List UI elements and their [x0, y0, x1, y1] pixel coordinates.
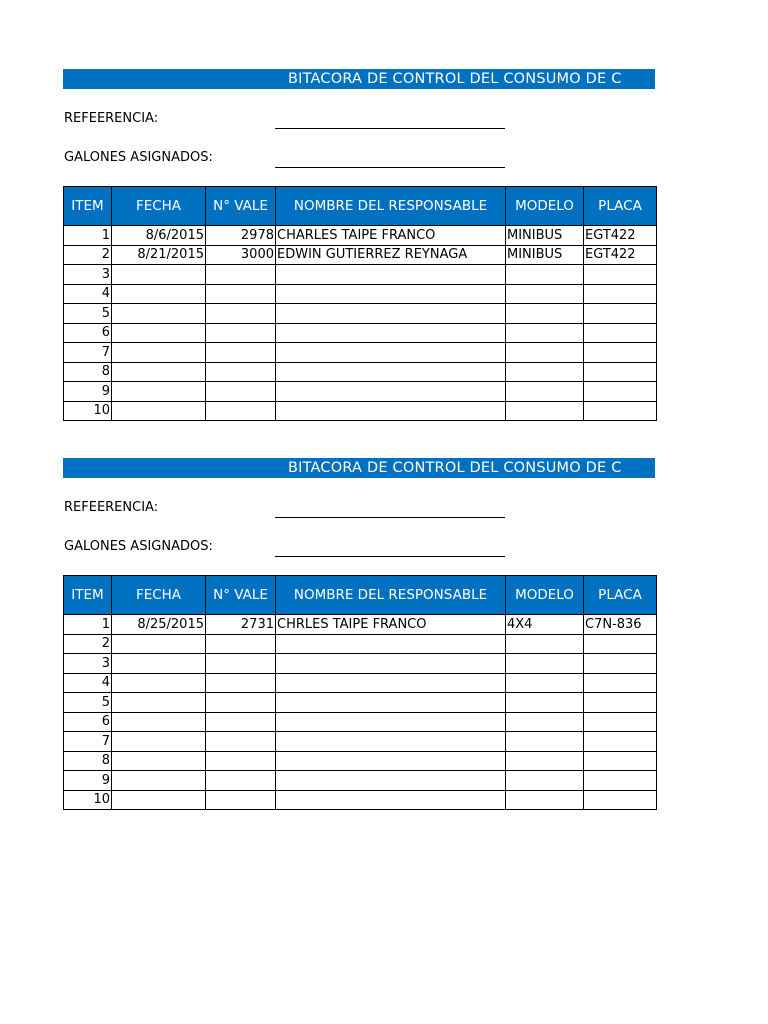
table-row: [64, 401, 657, 421]
table-row: [64, 343, 657, 363]
table-row: [64, 751, 657, 771]
cell-nombre[interactable]: [276, 304, 506, 324]
cell-vale[interactable]: 2978: [206, 226, 276, 246]
cell-nombre[interactable]: [276, 771, 506, 791]
cell-modelo[interactable]: [506, 323, 584, 343]
cell-item[interactable]: 10: [64, 401, 112, 421]
galones-field[interactable]: [275, 556, 505, 557]
table-row: [64, 304, 657, 324]
cell-modelo[interactable]: [506, 634, 584, 654]
cell-modelo[interactable]: [506, 732, 584, 752]
cell-fecha[interactable]: [112, 751, 206, 771]
cell-placa[interactable]: [584, 304, 657, 324]
table-row: [64, 323, 657, 343]
cell-modelo[interactable]: [506, 693, 584, 713]
log-table: [63, 575, 657, 810]
table-row: [64, 284, 657, 304]
cell-fecha[interactable]: [112, 771, 206, 791]
cell-fecha[interactable]: [112, 790, 206, 810]
cell-vale[interactable]: [206, 265, 276, 285]
cell-vale[interactable]: [206, 382, 276, 402]
cell-placa[interactable]: [584, 712, 657, 732]
col-header-placa: PLACA: [584, 187, 657, 226]
section-title: BITACORA DE CONTROL DEL CONSUMO DE C: [288, 71, 622, 87]
cell-fecha[interactable]: 8/25/2015: [112, 615, 206, 635]
cell-vale[interactable]: [206, 304, 276, 324]
cell-fecha[interactable]: [112, 732, 206, 752]
cell-fecha[interactable]: [112, 634, 206, 654]
table-row: [64, 634, 657, 654]
cell-fecha[interactable]: [112, 284, 206, 304]
cell-nombre[interactable]: [276, 673, 506, 693]
cell-placa[interactable]: EGT422: [584, 245, 657, 265]
col-header-fecha: FECHA: [112, 187, 206, 226]
cell-fecha[interactable]: [112, 693, 206, 713]
cell-modelo[interactable]: [506, 382, 584, 402]
table-row: [64, 362, 657, 382]
galones-label: GALONES ASIGNADOS:: [64, 539, 213, 554]
log-section-2: [0, 458, 768, 818]
cell-modelo[interactable]: [506, 790, 584, 810]
cell-item[interactable]: 4: [64, 673, 112, 693]
cell-placa[interactable]: [584, 265, 657, 285]
cell-item[interactable]: 3: [64, 654, 112, 674]
cell-nombre[interactable]: [276, 712, 506, 732]
cell-placa[interactable]: [584, 362, 657, 382]
cell-vale[interactable]: [206, 673, 276, 693]
referencia-field[interactable]: [275, 517, 505, 518]
cell-modelo[interactable]: [506, 673, 584, 693]
cell-fecha[interactable]: [112, 382, 206, 402]
cell-fecha[interactable]: [112, 362, 206, 382]
cell-nombre[interactable]: [276, 382, 506, 402]
cell-item[interactable]: 9: [64, 771, 112, 791]
galones-label: GALONES ASIGNADOS:: [64, 150, 213, 165]
cell-placa[interactable]: [584, 732, 657, 752]
cell-item[interactable]: 6: [64, 712, 112, 732]
table-header-row: [64, 187, 657, 226]
cell-vale[interactable]: [206, 654, 276, 674]
cell-nombre[interactable]: [276, 693, 506, 713]
cell-placa[interactable]: C7N-836: [584, 615, 657, 635]
cell-modelo[interactable]: [506, 654, 584, 674]
cell-nombre[interactable]: [276, 634, 506, 654]
cell-modelo[interactable]: [506, 265, 584, 285]
col-header-nombre: NOMBRE DEL RESPONSABLE: [276, 576, 506, 615]
cell-vale[interactable]: [206, 693, 276, 713]
cell-placa[interactable]: [584, 771, 657, 791]
log-section-1: [0, 69, 768, 429]
cell-item[interactable]: 2: [64, 245, 112, 265]
cell-fecha[interactable]: [112, 673, 206, 693]
cell-vale[interactable]: 3000: [206, 245, 276, 265]
cell-vale[interactable]: 2731: [206, 615, 276, 635]
table-row: [64, 732, 657, 752]
galones-field[interactable]: [275, 167, 505, 168]
section-title-bar: [63, 458, 655, 478]
cell-placa[interactable]: [584, 284, 657, 304]
cell-item[interactable]: 5: [64, 693, 112, 713]
section-title-bar: [63, 69, 655, 89]
cell-placa[interactable]: [584, 634, 657, 654]
cell-modelo[interactable]: [506, 343, 584, 363]
cell-fecha[interactable]: [112, 343, 206, 363]
table-row: [64, 654, 657, 674]
cell-nombre[interactable]: [276, 362, 506, 382]
cell-nombre[interactable]: [276, 401, 506, 421]
cell-vale[interactable]: [206, 401, 276, 421]
cell-placa[interactable]: [584, 790, 657, 810]
cell-vale[interactable]: [206, 771, 276, 791]
cell-item[interactable]: 8: [64, 362, 112, 382]
cell-modelo[interactable]: [506, 771, 584, 791]
cell-fecha[interactable]: [112, 712, 206, 732]
cell-vale[interactable]: [206, 732, 276, 752]
cell-modelo[interactable]: [506, 284, 584, 304]
cell-fecha[interactable]: [112, 654, 206, 674]
log-table: [63, 186, 657, 421]
cell-fecha[interactable]: [112, 323, 206, 343]
table-row: [64, 245, 657, 265]
cell-fecha[interactable]: [112, 304, 206, 324]
cell-nombre[interactable]: CHRLES TAIPE FRANCO: [276, 615, 506, 635]
cell-fecha[interactable]: [112, 265, 206, 285]
cell-placa[interactable]: [584, 382, 657, 402]
cell-item[interactable]: 7: [64, 343, 112, 363]
cell-item[interactable]: 1: [64, 226, 112, 246]
cell-fecha[interactable]: 8/6/2015: [112, 226, 206, 246]
col-header-item: ITEM: [64, 187, 112, 226]
cell-fecha[interactable]: [112, 401, 206, 421]
table-row: [64, 712, 657, 732]
cell-nombre[interactable]: [276, 654, 506, 674]
cell-nombre[interactable]: [276, 751, 506, 771]
cell-item[interactable]: 3: [64, 265, 112, 285]
cell-item[interactable]: 6: [64, 323, 112, 343]
cell-item[interactable]: 7: [64, 732, 112, 752]
cell-placa[interactable]: [584, 693, 657, 713]
cell-vale[interactable]: [206, 343, 276, 363]
cell-nombre[interactable]: [276, 323, 506, 343]
cell-vale[interactable]: [206, 790, 276, 810]
cell-modelo[interactable]: MINIBUS: [506, 245, 584, 265]
cell-placa[interactable]: [584, 343, 657, 363]
cell-nombre[interactable]: [276, 732, 506, 752]
cell-modelo[interactable]: [506, 712, 584, 732]
table-row: [64, 615, 657, 635]
cell-modelo[interactable]: [506, 304, 584, 324]
table-row: [64, 265, 657, 285]
cell-nombre[interactable]: EDWIN GUTIERREZ REYNAGA: [276, 245, 506, 265]
cell-nombre[interactable]: [276, 265, 506, 285]
table-row: [64, 790, 657, 810]
col-header-placa: PLACA: [584, 576, 657, 615]
cell-placa[interactable]: [584, 751, 657, 771]
cell-placa[interactable]: EGT422: [584, 226, 657, 246]
table-row: [64, 693, 657, 713]
cell-vale[interactable]: [206, 362, 276, 382]
cell-nombre[interactable]: CHARLES TAIPE FRANCO: [276, 226, 506, 246]
cell-placa[interactable]: [584, 654, 657, 674]
col-header-item: ITEM: [64, 576, 112, 615]
cell-modelo[interactable]: [506, 751, 584, 771]
col-header-modelo: MODELO: [506, 576, 584, 615]
cell-vale[interactable]: [206, 634, 276, 654]
cell-vale[interactable]: [206, 323, 276, 343]
cell-item[interactable]: 5: [64, 304, 112, 324]
col-header-vale: N° VALE: [206, 576, 276, 615]
col-header-nombre: NOMBRE DEL RESPONSABLE: [276, 187, 506, 226]
table-row: [64, 673, 657, 693]
cell-vale[interactable]: [206, 712, 276, 732]
cell-nombre[interactable]: [276, 343, 506, 363]
col-header-vale: N° VALE: [206, 187, 276, 226]
cell-modelo[interactable]: [506, 401, 584, 421]
table-header-row: [64, 576, 657, 615]
cell-modelo[interactable]: [506, 362, 584, 382]
cell-item[interactable]: 2: [64, 634, 112, 654]
cell-vale[interactable]: [206, 284, 276, 304]
cell-item[interactable]: 10: [64, 790, 112, 810]
cell-nombre[interactable]: [276, 284, 506, 304]
table-row: [64, 226, 657, 246]
cell-item[interactable]: 4: [64, 284, 112, 304]
cell-fecha[interactable]: 8/21/2015: [112, 245, 206, 265]
cell-nombre[interactable]: [276, 790, 506, 810]
cell-item[interactable]: 9: [64, 382, 112, 402]
table-row: [64, 771, 657, 791]
cell-vale[interactable]: [206, 751, 276, 771]
cell-placa[interactable]: [584, 323, 657, 343]
cell-modelo[interactable]: 4X4: [506, 615, 584, 635]
referencia-label: REFEERENCIA:: [64, 111, 159, 126]
cell-modelo[interactable]: MINIBUS: [506, 226, 584, 246]
referencia-label: REFEERENCIA:: [64, 500, 159, 515]
cell-placa[interactable]: [584, 673, 657, 693]
cell-item[interactable]: 1: [64, 615, 112, 635]
col-header-modelo: MODELO: [506, 187, 584, 226]
col-header-fecha: FECHA: [112, 576, 206, 615]
section-title: BITACORA DE CONTROL DEL CONSUMO DE C: [288, 460, 622, 476]
cell-placa[interactable]: [584, 401, 657, 421]
referencia-field[interactable]: [275, 128, 505, 129]
cell-item[interactable]: 8: [64, 751, 112, 771]
table-row: [64, 382, 657, 402]
